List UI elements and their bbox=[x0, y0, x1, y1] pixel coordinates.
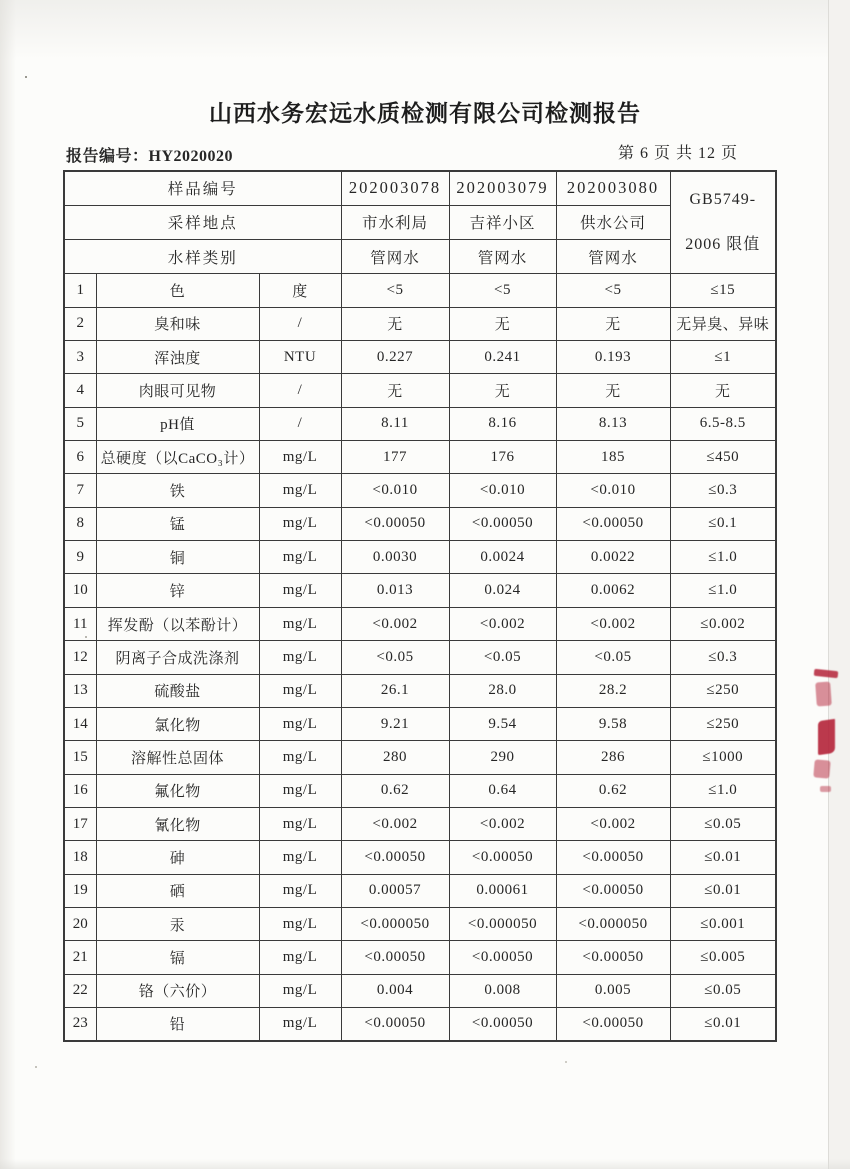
table-row bbox=[64, 974, 776, 1007]
row-number: 1 bbox=[64, 274, 96, 307]
sample1-value: 177 bbox=[341, 441, 449, 474]
row-number: 17 bbox=[64, 807, 96, 840]
table-row bbox=[64, 807, 776, 840]
scan-edge-left bbox=[0, 0, 16, 1169]
red-stamp-fragment bbox=[813, 759, 831, 778]
sample2-value: 无 bbox=[449, 307, 556, 340]
sample2-value: 0.241 bbox=[449, 341, 556, 374]
limit-value: ≤0.05 bbox=[670, 807, 776, 840]
limit-value: ≤0.002 bbox=[670, 607, 776, 640]
parameter-name: 氯化物 bbox=[96, 707, 259, 740]
parameter-name: 色 bbox=[96, 274, 259, 307]
unit: NTU bbox=[259, 341, 341, 374]
sample3-value: 0.0022 bbox=[556, 541, 670, 574]
sample1-value: <5 bbox=[341, 274, 449, 307]
sample3-value: <0.00050 bbox=[556, 874, 670, 907]
sample1-value: 0.004 bbox=[341, 974, 449, 1007]
row-number: 7 bbox=[64, 474, 96, 507]
sample3-value: 无 bbox=[556, 374, 670, 407]
table-row bbox=[64, 607, 776, 640]
sample2-value: 28.0 bbox=[449, 674, 556, 707]
sample-id-label: 样品编号 bbox=[64, 171, 341, 205]
parameter-name: 溶解性总固体 bbox=[96, 741, 259, 774]
row-number: 5 bbox=[64, 407, 96, 440]
row-number: 14 bbox=[64, 707, 96, 740]
page-title: 山西水务宏远水质检测有限公司检测报告 bbox=[209, 100, 641, 126]
table-header bbox=[64, 171, 776, 274]
sample3-value: <0.05 bbox=[556, 641, 670, 674]
unit: mg/L bbox=[259, 607, 341, 640]
parameter-name: 汞 bbox=[96, 907, 259, 940]
sample2-value: <0.00050 bbox=[449, 941, 556, 974]
row-number: 19 bbox=[64, 874, 96, 907]
table-row bbox=[64, 874, 776, 907]
sample3-value: <0.00050 bbox=[556, 507, 670, 540]
parameter-name: 铁 bbox=[96, 474, 259, 507]
parameter-name: 硫酸盐 bbox=[96, 674, 259, 707]
row-number: 10 bbox=[64, 574, 96, 607]
table-row bbox=[64, 574, 776, 607]
sample3-value: <0.00050 bbox=[556, 941, 670, 974]
unit: mg/L bbox=[259, 674, 341, 707]
row-number: 22 bbox=[64, 974, 96, 1007]
sample2-value: 176 bbox=[449, 441, 556, 474]
row-number: 9 bbox=[64, 541, 96, 574]
results-table bbox=[63, 170, 777, 1042]
unit: mg/L bbox=[259, 774, 341, 807]
report-number: 报告编号：HY2020020 bbox=[66, 148, 234, 165]
parameter-name: 总硬度（以CaCO₃计） bbox=[96, 441, 259, 474]
unit: / bbox=[259, 307, 341, 340]
parameter-name: 铬（六价） bbox=[96, 974, 259, 1007]
unit: mg/L bbox=[259, 807, 341, 840]
sample1-value: 8.11 bbox=[341, 407, 449, 440]
table-row bbox=[64, 941, 776, 974]
sample3-value: <0.00050 bbox=[556, 1007, 670, 1040]
table-body bbox=[64, 274, 776, 1041]
limit-header-line2: 2006 限值 bbox=[685, 236, 761, 254]
table-row bbox=[64, 741, 776, 774]
red-stamp-fragment bbox=[815, 682, 832, 707]
table-row bbox=[64, 274, 776, 307]
sample1-value: 无 bbox=[341, 374, 449, 407]
sample2-value: 0.00061 bbox=[449, 874, 556, 907]
sample3-value: <0.010 bbox=[556, 474, 670, 507]
parameter-name: 镉 bbox=[96, 941, 259, 974]
parameter-name: 臭和味 bbox=[96, 307, 259, 340]
location-2: 吉祥小区 bbox=[449, 205, 556, 239]
sample2-value: <0.05 bbox=[449, 641, 556, 674]
unit: / bbox=[259, 407, 341, 440]
page-indicator: 第 6 页 共 12 页 bbox=[618, 145, 739, 162]
parameter-name: 肉眼可见物 bbox=[96, 374, 259, 407]
unit: mg/L bbox=[259, 641, 341, 674]
parameter-name: 挥发酚（以苯酚计） bbox=[96, 607, 259, 640]
scan-edge-top bbox=[0, 0, 850, 60]
row-number: 2 bbox=[64, 307, 96, 340]
unit: mg/L bbox=[259, 541, 341, 574]
row-number: 20 bbox=[64, 907, 96, 940]
sample1-value: 0.227 bbox=[341, 341, 449, 374]
table-row bbox=[64, 441, 776, 474]
sample2-value: <0.00050 bbox=[449, 1007, 556, 1040]
sample2-value: <0.00050 bbox=[449, 507, 556, 540]
limit-value: ≤250 bbox=[670, 707, 776, 740]
red-stamp bbox=[806, 668, 842, 803]
unit: mg/L bbox=[259, 841, 341, 874]
sample1-value: 0.013 bbox=[341, 574, 449, 607]
location-1: 市水利局 bbox=[341, 205, 449, 239]
sample3-value: 185 bbox=[556, 441, 670, 474]
sample3-value: 0.62 bbox=[556, 774, 670, 807]
unit: mg/L bbox=[259, 741, 341, 774]
unit: mg/L bbox=[259, 441, 341, 474]
sample1-value: <0.010 bbox=[341, 474, 449, 507]
table-row bbox=[64, 841, 776, 874]
sample1-value: <0.002 bbox=[341, 607, 449, 640]
sample2-value: <0.002 bbox=[449, 607, 556, 640]
sample1-value: 26.1 bbox=[341, 674, 449, 707]
limit-value: ≤15 bbox=[670, 274, 776, 307]
location-3: 供水公司 bbox=[556, 205, 670, 239]
sample3-value: 286 bbox=[556, 741, 670, 774]
sample1-value: <0.00050 bbox=[341, 1007, 449, 1040]
limit-value: 无 bbox=[670, 374, 776, 407]
parameter-name: 硒 bbox=[96, 874, 259, 907]
sample1-value: <0.00050 bbox=[341, 507, 449, 540]
limit-column-header bbox=[670, 171, 776, 274]
sample2-value: 0.64 bbox=[449, 774, 556, 807]
limit-value: ≤0.01 bbox=[670, 1007, 776, 1040]
limit-value: ≤0.01 bbox=[670, 841, 776, 874]
sample3-value: <0.002 bbox=[556, 807, 670, 840]
table-row bbox=[64, 407, 776, 440]
limit-value: ≤0.3 bbox=[670, 474, 776, 507]
limit-value: ≤0.001 bbox=[670, 907, 776, 940]
row-number: 12 bbox=[64, 641, 96, 674]
parameter-name: 锌 bbox=[96, 574, 259, 607]
sample1-value: <0.05 bbox=[341, 641, 449, 674]
sample3-value: 8.13 bbox=[556, 407, 670, 440]
table-row bbox=[64, 507, 776, 540]
unit: 度 bbox=[259, 274, 341, 307]
row-number: 4 bbox=[64, 374, 96, 407]
limit-header-line1: GB5749- bbox=[689, 191, 757, 209]
sample-type-1: 管网水 bbox=[341, 240, 449, 274]
sample1-value: <0.002 bbox=[341, 807, 449, 840]
row-number: 18 bbox=[64, 841, 96, 874]
limit-value: ≤450 bbox=[670, 441, 776, 474]
sample-type-3: 管网水 bbox=[556, 240, 670, 274]
scan-edge-right bbox=[829, 0, 850, 1169]
sample2-value: <0.002 bbox=[449, 807, 556, 840]
red-stamp-fragment bbox=[818, 719, 835, 755]
table-row bbox=[64, 907, 776, 940]
parameter-name: pH值 bbox=[96, 407, 259, 440]
sample2-value: 0.024 bbox=[449, 574, 556, 607]
scan-fold-line bbox=[828, 0, 829, 1169]
sample2-value: <0.010 bbox=[449, 474, 556, 507]
sample1-value: 280 bbox=[341, 741, 449, 774]
row-number: 8 bbox=[64, 507, 96, 540]
row-number: 6 bbox=[64, 441, 96, 474]
sample-id-1: 202003078 bbox=[341, 171, 449, 205]
sample-id-3: 202003080 bbox=[556, 171, 670, 205]
table-row bbox=[64, 541, 776, 574]
parameter-name: 锰 bbox=[96, 507, 259, 540]
scan-speckles bbox=[25, 76, 27, 78]
unit: mg/L bbox=[259, 574, 341, 607]
table-row bbox=[64, 374, 776, 407]
sample3-value: <0.000050 bbox=[556, 907, 670, 940]
sample2-value: 8.16 bbox=[449, 407, 556, 440]
sample3-value: 9.58 bbox=[556, 707, 670, 740]
table-row bbox=[64, 341, 776, 374]
sample2-value: 9.54 bbox=[449, 707, 556, 740]
header-row-sample-id bbox=[64, 171, 776, 205]
limit-value: ≤1.0 bbox=[670, 541, 776, 574]
row-number: 21 bbox=[64, 941, 96, 974]
sample1-value: 无 bbox=[341, 307, 449, 340]
scan-edge-bottom bbox=[0, 1159, 850, 1169]
limit-value: ≤250 bbox=[670, 674, 776, 707]
sample2-value: 0.008 bbox=[449, 974, 556, 1007]
limit-value: ≤1.0 bbox=[670, 574, 776, 607]
unit: mg/L bbox=[259, 941, 341, 974]
unit: mg/L bbox=[259, 907, 341, 940]
limit-value: ≤1 bbox=[670, 341, 776, 374]
sample3-value: 0.005 bbox=[556, 974, 670, 1007]
unit: / bbox=[259, 374, 341, 407]
sample1-value: <0.00050 bbox=[341, 841, 449, 874]
limit-value: ≤0.3 bbox=[670, 641, 776, 674]
table-row bbox=[64, 474, 776, 507]
limit-value: ≤0.01 bbox=[670, 874, 776, 907]
sample1-value: 0.0030 bbox=[341, 541, 449, 574]
sample3-value: <5 bbox=[556, 274, 670, 307]
red-stamp-fragment bbox=[820, 786, 831, 792]
sample3-value: 28.2 bbox=[556, 674, 670, 707]
row-number: 15 bbox=[64, 741, 96, 774]
limit-value: 无异臭、异味 bbox=[670, 307, 776, 340]
table-row bbox=[64, 641, 776, 674]
sample1-value: 9.21 bbox=[341, 707, 449, 740]
parameter-name: 阴离子合成洗涤剂 bbox=[96, 641, 259, 674]
sample3-value: <0.00050 bbox=[556, 841, 670, 874]
sample1-value: <0.00050 bbox=[341, 941, 449, 974]
limit-value: ≤0.005 bbox=[670, 941, 776, 974]
sample2-value: 0.0024 bbox=[449, 541, 556, 574]
parameter-name: 铜 bbox=[96, 541, 259, 574]
sample1-value: 0.00057 bbox=[341, 874, 449, 907]
limit-value: 6.5-8.5 bbox=[670, 407, 776, 440]
sample1-value: <0.000050 bbox=[341, 907, 449, 940]
sample-type-2: 管网水 bbox=[449, 240, 556, 274]
sample2-value: <5 bbox=[449, 274, 556, 307]
sample1-value: 0.62 bbox=[341, 774, 449, 807]
sample3-value: <0.002 bbox=[556, 607, 670, 640]
table-row bbox=[64, 674, 776, 707]
parameter-name: 铅 bbox=[96, 1007, 259, 1040]
limit-value: ≤0.1 bbox=[670, 507, 776, 540]
sample3-value: 无 bbox=[556, 307, 670, 340]
sample3-value: 0.0062 bbox=[556, 574, 670, 607]
row-number: 23 bbox=[64, 1007, 96, 1040]
unit: mg/L bbox=[259, 1007, 341, 1040]
parameter-name: 氟化物 bbox=[96, 774, 259, 807]
parameter-name: 氰化物 bbox=[96, 807, 259, 840]
limit-value: ≤1.0 bbox=[670, 774, 776, 807]
unit: mg/L bbox=[259, 507, 341, 540]
table-row bbox=[64, 774, 776, 807]
header-row-sample-type bbox=[64, 240, 776, 274]
table-row bbox=[64, 1007, 776, 1040]
sampling-location-label: 采样地点 bbox=[64, 205, 341, 239]
unit: mg/L bbox=[259, 707, 341, 740]
sample2-value: 无 bbox=[449, 374, 556, 407]
sample3-value: 0.193 bbox=[556, 341, 670, 374]
table-row bbox=[64, 307, 776, 340]
sample2-value: <0.000050 bbox=[449, 907, 556, 940]
sample2-value: 290 bbox=[449, 741, 556, 774]
sample2-value: <0.00050 bbox=[449, 841, 556, 874]
row-number: 11 bbox=[64, 607, 96, 640]
red-stamp-fragment bbox=[814, 669, 839, 678]
row-number: 3 bbox=[64, 341, 96, 374]
sample-type-label: 水样类别 bbox=[64, 240, 341, 274]
header-row-location bbox=[64, 205, 776, 239]
parameter-name: 浑浊度 bbox=[96, 341, 259, 374]
limit-value: ≤0.05 bbox=[670, 974, 776, 1007]
row-number: 13 bbox=[64, 674, 96, 707]
sample-id-2: 202003079 bbox=[449, 171, 556, 205]
limit-value: ≤1000 bbox=[670, 741, 776, 774]
unit: mg/L bbox=[259, 974, 341, 1007]
unit: mg/L bbox=[259, 874, 341, 907]
table-row bbox=[64, 707, 776, 740]
parameter-name: 砷 bbox=[96, 841, 259, 874]
row-number: 16 bbox=[64, 774, 96, 807]
unit: mg/L bbox=[259, 474, 341, 507]
